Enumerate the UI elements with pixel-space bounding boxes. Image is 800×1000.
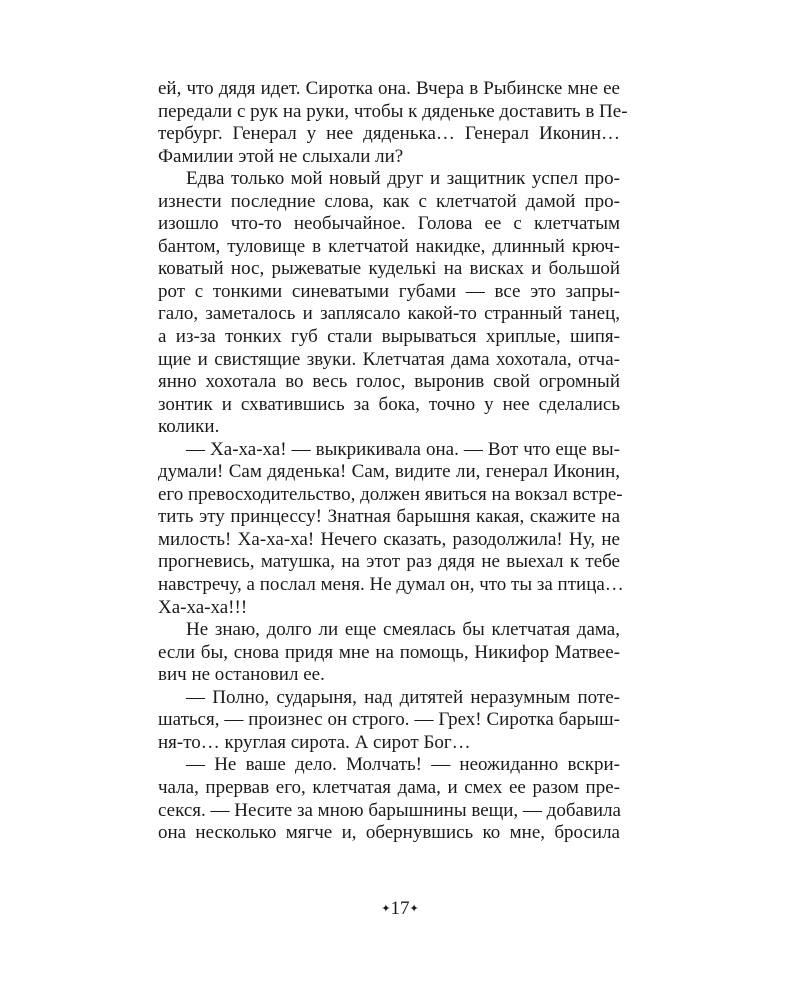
- text-line: она несколько мягче и, обернувшись ко мне, бросила: [158, 822, 620, 844]
- text-line: зонтик и схватившись за бока, точно у нее сделались: [158, 393, 620, 415]
- text-line: прогневись, матушка, на этот раз дядя не выехал к тебе: [158, 551, 620, 573]
- page-number: 17: [390, 898, 410, 919]
- text-line: шаться, — произнес он строго. — Грех! Сиротка барыш-: [158, 709, 620, 731]
- text-line: колики.: [158, 416, 220, 438]
- text-line: вич не остановил ее.: [158, 664, 325, 686]
- page-number-footer: [0, 898, 800, 920]
- text-line: тить эту принцессу! Знатная барышня какая, скажите на: [158, 506, 620, 528]
- ornament-left-icon: ✦: [381, 903, 391, 915]
- text-line: изнести последние слова, как с клетчатой дамой про-: [158, 190, 620, 212]
- text-line: тербург. Генерал у нее дяденька… Генерал Иконин…: [158, 123, 620, 145]
- text-line: рот с тонкими синеватыми губами — все это запры-: [158, 280, 620, 302]
- text-line: — Ха-ха-ха! — выкрикивала она. — Вот что еще вы-: [186, 438, 620, 460]
- text-line: щие и свистящие звуки. Клетчатая дама хохотала, отча-: [158, 348, 620, 370]
- text-line: янно хохотала во весь голос, выронив свой огромный: [158, 371, 620, 393]
- text-line: Фамилии этой не слыхали ли?: [158, 145, 404, 167]
- text-line: изошло что-то необычайное. Голова ее с клетчатым: [158, 213, 620, 235]
- text-line: а из-за тонких губ стали вырываться хриплые, шипя-: [158, 326, 620, 348]
- text-line: если бы, снова придя мне на помощь, Никифор Матвее-: [158, 641, 620, 663]
- text-line: его превосходительство, должен явиться на вокзал встре-: [158, 483, 623, 505]
- text-line: Едва только мой новый друг и защитник успел про-: [186, 168, 620, 190]
- book-page-text: [158, 78, 628, 845]
- text-line: передали с рук на руки, чтобы к дяденьке доставить в Пе-: [158, 100, 628, 122]
- text-line: секся. — Несите за мною барышнины вещи, — добавила: [158, 799, 621, 821]
- text-line: чала, прервав его, клетчатая дама, и смех ее разом пре-: [158, 776, 620, 798]
- text-line: — Не ваше дело. Молчать! — неожиданно вскри-: [186, 754, 620, 776]
- text-line: ей, что дядя идет. Сиротка она. Вчера в Рыбинске мне ее: [158, 78, 620, 99]
- text-line: навстречу, а послал меня. Не думал он, что ты за птица…: [158, 574, 624, 596]
- text-line: ня-то… круглая сирота. А сирот Бог…: [158, 731, 471, 753]
- text-line: гало, заметалось и заплясало какой-то странный танец,: [158, 303, 620, 325]
- text-line: бантом, туловище в клетчатой накидке, длинный крюч-: [158, 235, 620, 257]
- text-line: думали! Сам дяденька! Сам, видите ли, генерал Иконин,: [158, 461, 620, 483]
- text-line: милость! Ха-ха-ха! Нечего сказать, разодолжила! Ну, не: [158, 528, 620, 550]
- text-line: Не знаю, долго ли еще смеялась бы клетчатая дама,: [186, 619, 620, 641]
- text-line: Ха-ха-ха!!!: [158, 596, 248, 618]
- text-line: коватый нос, рыжеватые куделькі на висках и большой: [158, 258, 620, 280]
- text-line: — Полно, сударыня, над дитятей неразумным поте-: [186, 686, 620, 708]
- ornament-right-icon: ✦: [409, 903, 419, 915]
